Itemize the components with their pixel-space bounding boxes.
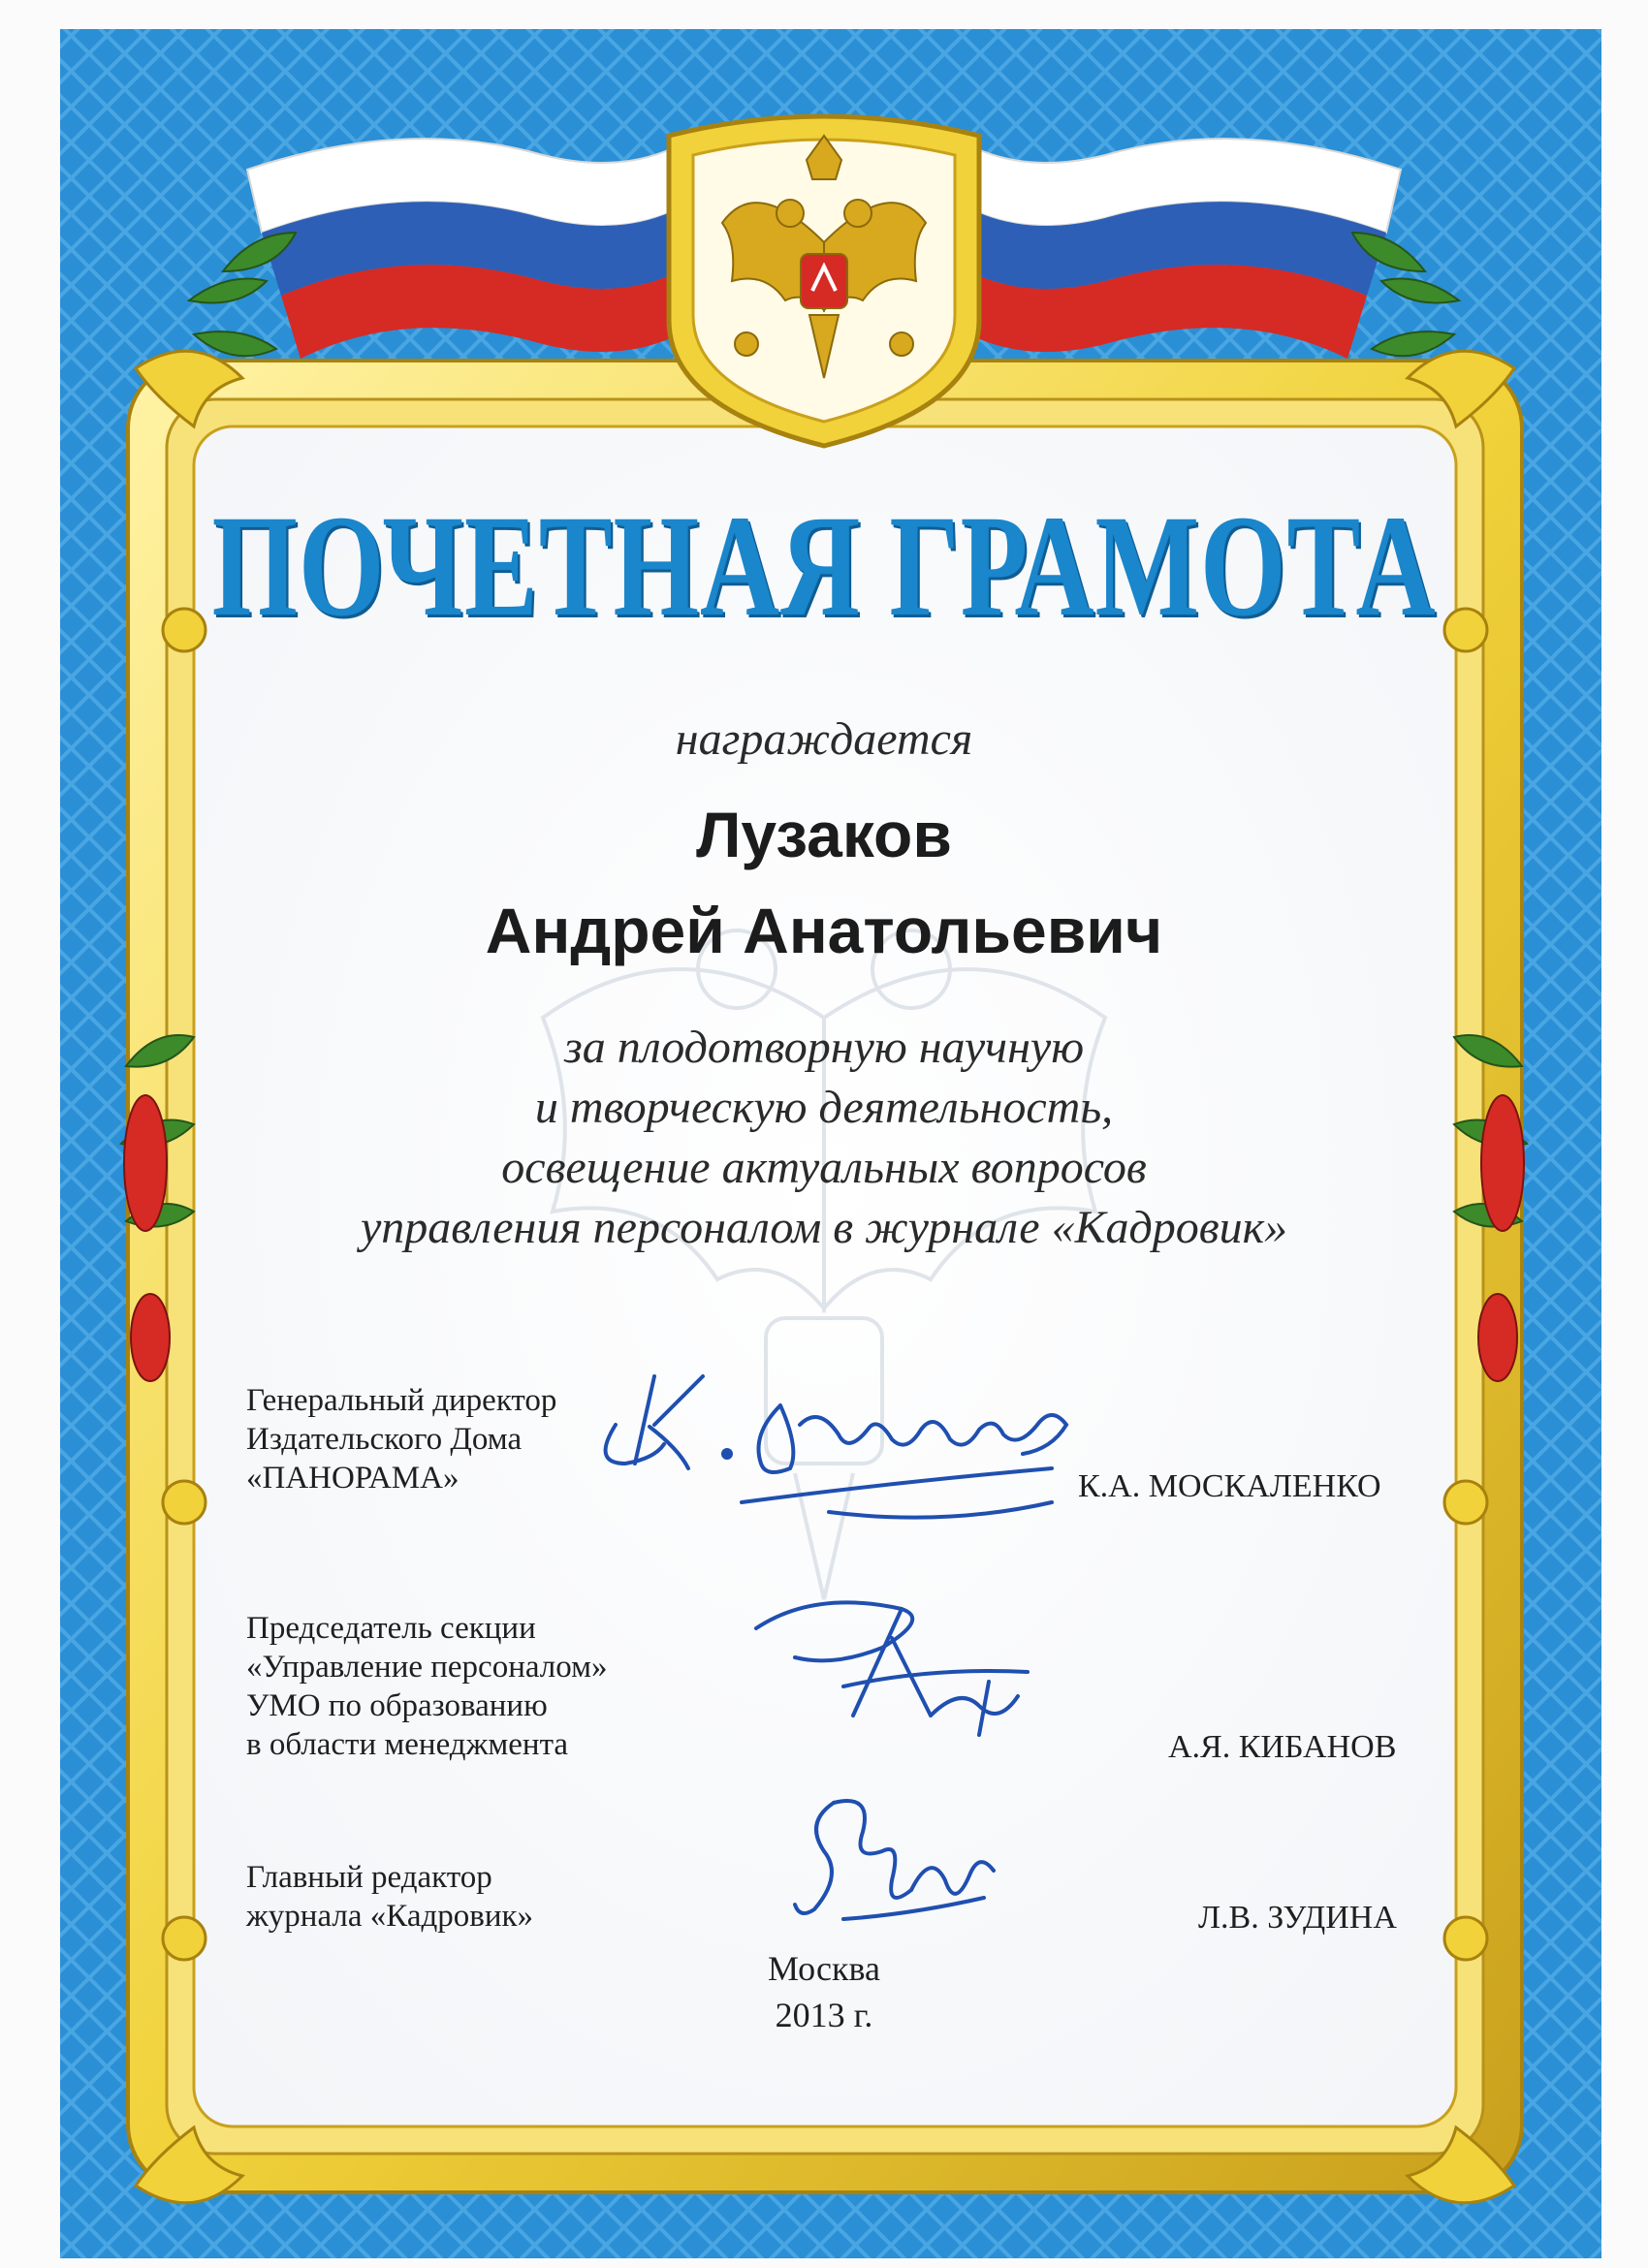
position-line: УМО по образованию xyxy=(246,1688,548,1723)
award-reason-line: освещение актуальных вопросов xyxy=(501,1142,1147,1193)
signatory-1-name: К.А. МОСКАЛЕНКО xyxy=(1078,1468,1381,1504)
issue-year: 2013 г. xyxy=(775,1996,873,2034)
award-reason-line: и творческую деятельность, xyxy=(534,1082,1114,1133)
signatory-3-position xyxy=(246,1858,533,1936)
recipient-given-names: Андрей Анатольевич xyxy=(485,895,1163,966)
russian-flag-left-icon xyxy=(247,139,679,359)
award-reason-line: за плодотворную научную xyxy=(563,1022,1085,1073)
issue-city: Москва xyxy=(768,1949,880,1988)
position-line: Председатель секции xyxy=(246,1611,536,1646)
position-line: «Управление персоналом» xyxy=(246,1650,608,1685)
signatory-1-position xyxy=(246,1381,556,1497)
position-line: журнала «Кадровик» xyxy=(246,1899,534,1934)
position-line: в области менеджмента xyxy=(246,1727,569,1762)
russian-flag-right-icon xyxy=(969,139,1401,359)
position-line: «ПАНОРАМА» xyxy=(246,1461,460,1496)
awarded-label: награждается xyxy=(675,713,973,765)
handwritten-signature-1 xyxy=(596,1357,1139,1551)
recipient-surname: Лузаков xyxy=(696,799,952,870)
signatory-3-name: Л.В. ЗУДИНА xyxy=(1198,1900,1397,1936)
double-headed-eagle-emblem-icon xyxy=(669,116,979,446)
handwritten-signature-3 xyxy=(776,1783,1008,1938)
handwritten-signature-2 xyxy=(737,1590,1105,1754)
signatory-2-position xyxy=(246,1609,608,1764)
position-line: Главный редактор xyxy=(246,1860,492,1895)
certificate-title: ПОЧЕТНАЯ ГРАМОТА xyxy=(211,486,1437,646)
position-line: Генеральный директор xyxy=(246,1383,557,1418)
signatory-2-name: А.Я. КИБАНОВ xyxy=(1168,1729,1397,1765)
position-line: Издательского Дома xyxy=(246,1422,523,1457)
award-reason xyxy=(0,1018,1648,1258)
award-reason-line: управления персоналом в журнале «Кадровик» xyxy=(360,1202,1288,1253)
